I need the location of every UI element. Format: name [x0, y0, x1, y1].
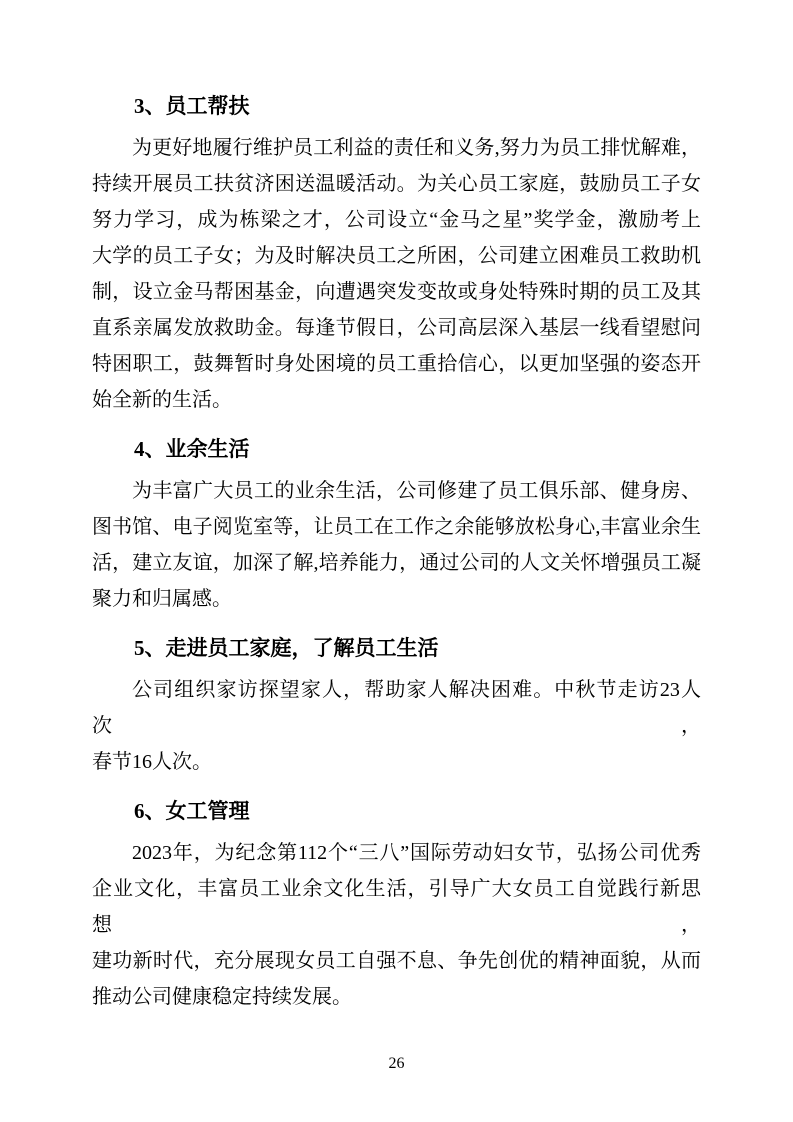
section-heading: 5、走进员工家庭，了解员工生活 — [134, 636, 439, 660]
paragraph — [92, 672, 701, 780]
paragraph — [92, 130, 701, 418]
text-line: 持续开展员工扶贫济困送温暖活动。为关心员工家庭，鼓励员工子女 — [92, 173, 701, 195]
document-content — [92, 88, 701, 1015]
section-heading: 6、女工管理 — [134, 799, 250, 823]
paragraph — [92, 473, 701, 617]
text-line: 春节16人次。 — [92, 751, 212, 773]
text-line: 直系亲属发放救助金。每逢节假日，公司高层深入基层一线看望慰问 — [92, 317, 701, 339]
page-number: 26 — [388, 1055, 405, 1072]
paragraph — [92, 835, 701, 1015]
text-line: 公司组织家访探望家人，帮助家人解决困难。中秋节走访23人次， — [92, 679, 701, 737]
text-line: 始全新的生活。 — [92, 389, 232, 411]
text-line: 制，设立金马帮困基金，向遭遇突发变故或身处特殊时期的员工及其 — [92, 281, 701, 303]
text-line: 特困职工，鼓舞暂时身处困境的员工重拾信心，以更加坚强的姿态开 — [92, 353, 701, 375]
section-heading: 4、业余生活 — [134, 437, 250, 461]
text-line: 大学的员工子女；为及时解决员工之所困，公司建立困难员工救助机 — [92, 245, 701, 267]
text-line: 2023年，为纪念第112个“三八”国际劳动妇女节，弘扬公司优秀 — [132, 842, 701, 864]
section-heading: 3、员工帮扶 — [134, 94, 250, 118]
text-line: 活，建立友谊，加深了解,培养能力，通过公司的人文关怀增强员工凝 — [92, 552, 701, 574]
text-line: 聚力和归属感。 — [92, 588, 232, 610]
text-line: 为丰富广大员工的业余生活，公司修建了员工俱乐部、健身房、 — [132, 480, 701, 502]
text-line: 推动公司健康稳定持续发展。 — [92, 986, 352, 1008]
text-line: 努力学习，成为栋梁之才，公司设立“金马之星”奖学金，激励考上 — [92, 209, 701, 231]
text-line: 为更好地履行维护员工利益的责任和义务,努力为员工排忧解难， — [132, 137, 701, 159]
text-line: 图书馆、电子阅览室等，让员工在工作之余能够放松身心,丰富业余生 — [92, 516, 701, 538]
text-line: 企业文化，丰富员工业余文化生活，引导广大女员工自觉践行新思想， — [92, 878, 701, 936]
text-line: 建功新时代，充分展现女员工自强不息、争先创优的精神面貌，从而 — [92, 950, 701, 972]
